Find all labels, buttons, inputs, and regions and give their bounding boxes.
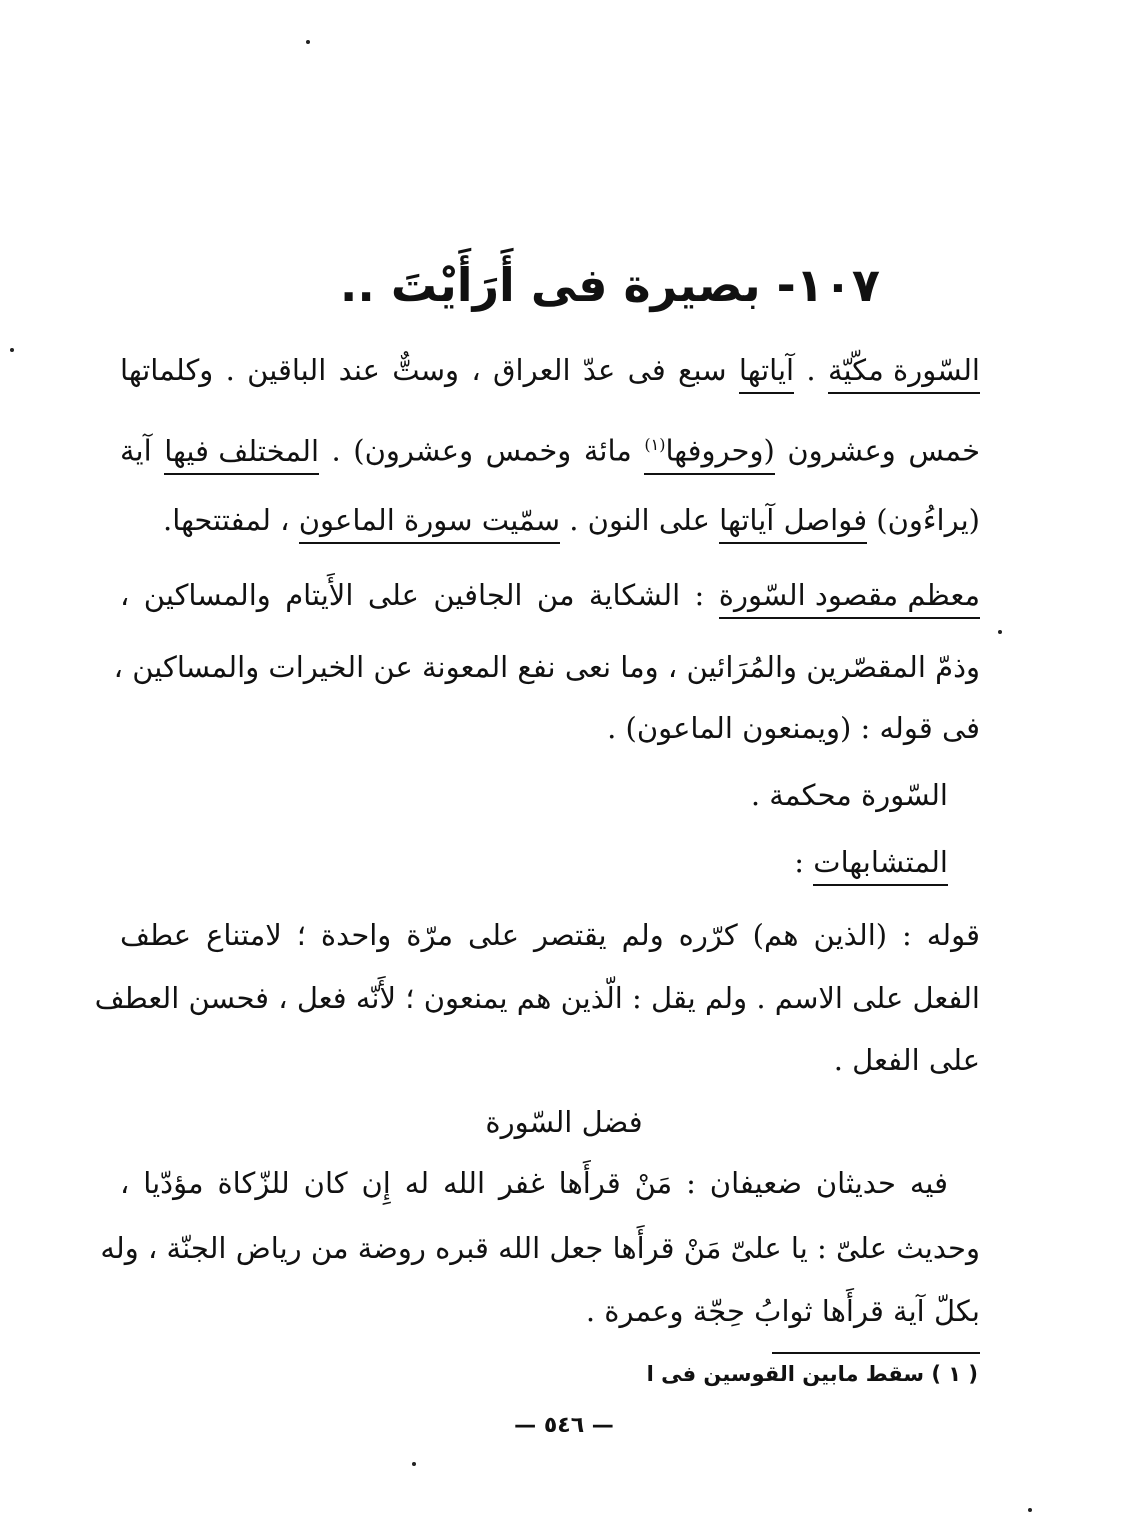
scan-speck <box>1028 1508 1032 1512</box>
underlined-term: (وحروفها$^{(١)}$ <box>644 425 774 475</box>
purpose-line-2: وذمّ المقصّرين والمُرَائين ، وما نعى نفع المعونة عن الخيرات والمساكين ، <box>113 650 980 684</box>
explanation-line-1: قوله : (الذين هم) كرّره ولم يقتصر على مرّة واحدة ؛ لامتناع عطف <box>120 918 980 952</box>
virtue-line-2: وحديث علىّ : يا علىّ مَنْ قرأَها جعل الله قبره روضة من رياض الجنّة ، وله <box>100 1231 980 1265</box>
footnote-marker: (١) <box>644 435 666 454</box>
underlined-term: المختلف فيها <box>164 431 319 475</box>
underlined-term: سمّيت سورة الماعون <box>299 500 560 544</box>
text-run: آية <box>120 433 165 468</box>
text-run: . <box>794 353 828 387</box>
page-number: — ٥٤٦ — <box>514 1413 614 1438</box>
text-run: : <box>794 845 814 879</box>
mutashabihat-heading <box>794 842 948 886</box>
footnote: ( ١ ) سقط مابين القوسين فى ا <box>646 1362 978 1386</box>
surah-info-line-3 <box>163 500 980 544</box>
text-run: مائة وخمس وعشرون) . <box>319 433 645 468</box>
surah-info-line-1 <box>120 350 980 394</box>
explanation-line-2: الفعل على الاسم . ولم يقل : الّذين هم يمنعون ؛ لأَنّه فعل ، فحسن العطف <box>94 981 980 1015</box>
underlined-term: معظم مقصود السّورة <box>719 575 980 619</box>
text-run: خمس وعشرون <box>774 433 980 468</box>
purpose-line-1 <box>120 575 980 619</box>
footnote-divider <box>772 1352 980 1354</box>
muhkama-line: السّورة محكمة . <box>750 778 948 812</box>
underlined-term: فواصل آياتها <box>719 500 867 544</box>
scan-speck <box>412 1462 416 1466</box>
text-run: : الشكاية من الجافين على الأَيتام والمساكين ، <box>120 578 719 612</box>
scan-speck <box>998 630 1002 634</box>
virtue-heading: فضل السّورة <box>485 1105 643 1139</box>
virtue-line-1: فيه حديثان ضعيفان : مَنْ قرأَها غفر الله له إِن كان للزّكاة مؤدّيا ، <box>120 1166 948 1200</box>
text-run: على النون . <box>560 503 720 537</box>
underlined-term: آياتها <box>739 350 794 394</box>
underlined-term: السّورة مكّيّة <box>828 350 980 394</box>
purpose-line-3: فى قوله : (ويمنعون الماعون) . <box>607 711 980 745</box>
scan-speck <box>306 40 310 44</box>
chapter-title: ١٠٧- بصيرة فى أَرَأَيْتَ .. <box>339 258 880 312</box>
text-run: ، لمفتتحها. <box>163 503 299 537</box>
surah-info-line-2 <box>120 425 980 475</box>
text-run: (يراءُون) <box>867 503 980 537</box>
explanation-line-3: على الفعل . <box>833 1043 980 1077</box>
virtue-line-3: بكلّ آية قرأَها ثوابُ حِجّة وعمرة . <box>585 1294 980 1328</box>
scan-speck <box>10 348 14 352</box>
underlined-term: المتشابهات <box>813 842 948 886</box>
text-run: سبع فى عدّ العراق ، وستٌّ عند الباقين . وكلماتها <box>120 353 739 387</box>
